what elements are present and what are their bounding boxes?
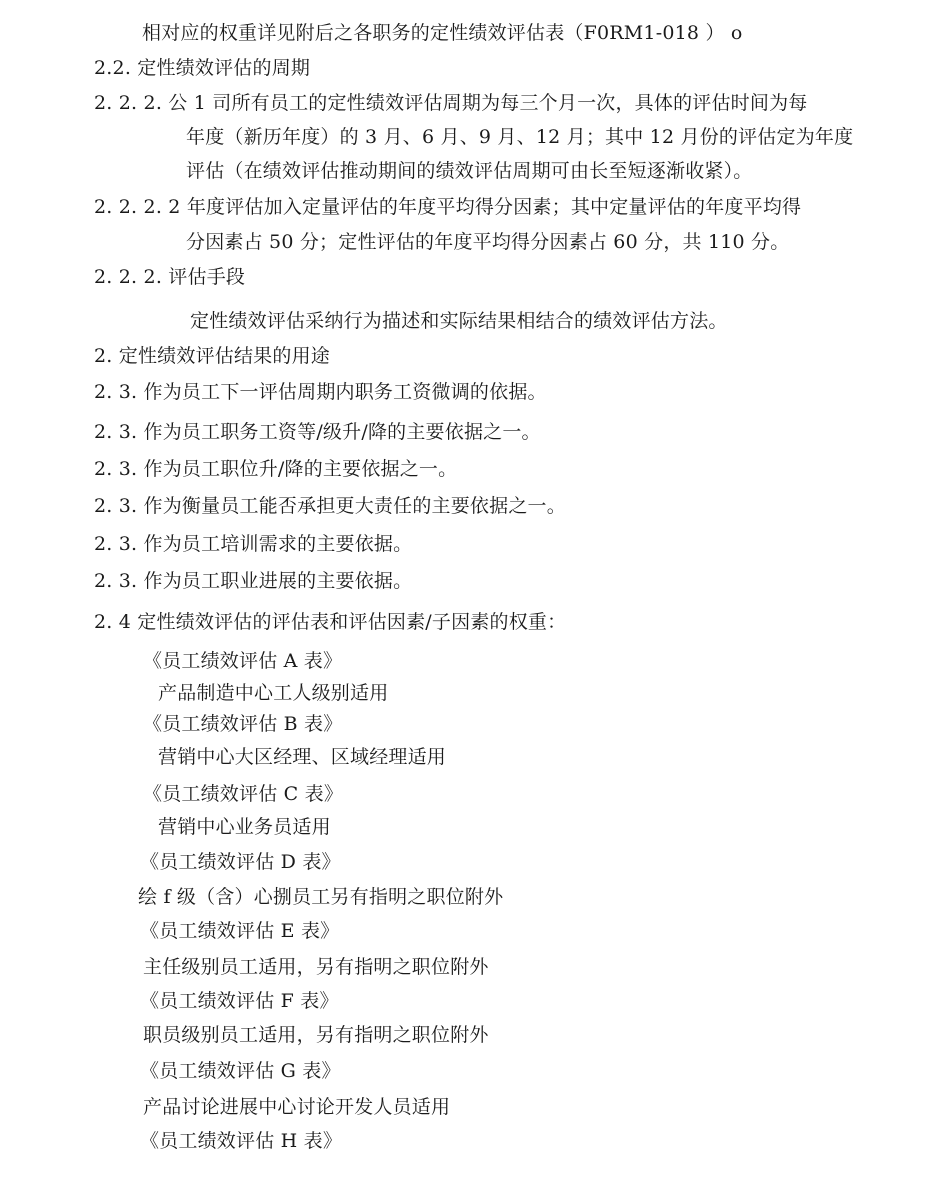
list-item: 2. 3. 作为员工职务工资等/级升/降的主要依据之一。 [94, 421, 541, 443]
section-heading: 2. 2. 2. 评估手段 [94, 266, 246, 288]
text-line: 2. 2. 2. 2 年度评估加入定量评估的年度平均得分因素；其中定量评估的年度平均得 [94, 196, 802, 218]
form-title: 《员工绩效评估 G 表》 [140, 1060, 341, 1082]
form-title: 《员工绩效评估 A 表》 [143, 650, 343, 672]
list-item: 2. 3. 作为员工职位升/降的主要依据之一。 [94, 458, 458, 480]
list-item: 2. 3. 作为衡量员工能否承担更大责任的主要依据之一。 [94, 495, 566, 517]
form-scope: 职员级别员工适用，另有指明之职位附外 [143, 1024, 489, 1046]
form-title: 《员工绩效评估 B 表》 [143, 713, 343, 735]
form-scope: 产品讨论进展中心讨论开发人员适用 [143, 1096, 451, 1118]
form-title: 《员工绩效评估 C 表》 [143, 783, 344, 805]
section-heading: 2. 定性绩效评估结果的用途 [94, 345, 330, 367]
text-line: 相对应的权重详见附后之各职务的定性绩效评估表（F0RM1-018 ） o [142, 22, 743, 44]
text-line: 分因素占 50 分；定性评估的年度平均得分因素占 60 分，共 110 分。 [186, 231, 790, 253]
text-line: 年度（新历年度）的 3 月、6 月、9 月、12 月；其中 12 月份的评估定为年度 [186, 126, 854, 148]
form-scope: 产品制造中心工人级别适用 [158, 682, 389, 704]
text-line: 定性绩效评估采纳行为描述和实际结果相结合的绩效评估方法。 [190, 310, 728, 332]
form-scope: 主任级别员工适用，另有指明之职位附外 [143, 956, 489, 978]
form-scope: 绘 f 级（含）心捌员工另有指明之职位附外 [138, 886, 504, 908]
list-item: 2. 3. 作为员工下一评估周期内职务工资微调的依据。 [94, 381, 547, 403]
form-title: 《员工绩效评估 F 表》 [140, 990, 339, 1012]
text-line: 2. 2. 2. 公 1 司所有员工的定性绩效评估周期为每三个月一次，具体的评估时间为每 [94, 92, 808, 114]
list-item: 2. 3. 作为员工培训需求的主要依据。 [94, 533, 413, 555]
text-line: 评估（在绩效评估推动期间的绩效评估周期可由长至短逐渐收紧）。 [186, 160, 753, 182]
form-title: 《员工绩效评估 E 表》 [140, 920, 340, 942]
list-item: 2. 3. 作为员工职业进展的主要依据。 [94, 570, 413, 592]
form-scope: 营销中心大区经理、区域经理适用 [158, 746, 447, 768]
form-scope: 营销中心业务员适用 [158, 816, 331, 838]
form-title: 《员工绩效评估 D 表》 [140, 851, 341, 873]
section-heading: 2.2. 定性绩效评估的周期 [94, 57, 311, 79]
form-title: 《员工绩效评估 H 表》 [140, 1130, 343, 1152]
section-heading: 2. 4 定性绩效评估的评估表和评估因素/子因素的权重： [94, 611, 567, 633]
